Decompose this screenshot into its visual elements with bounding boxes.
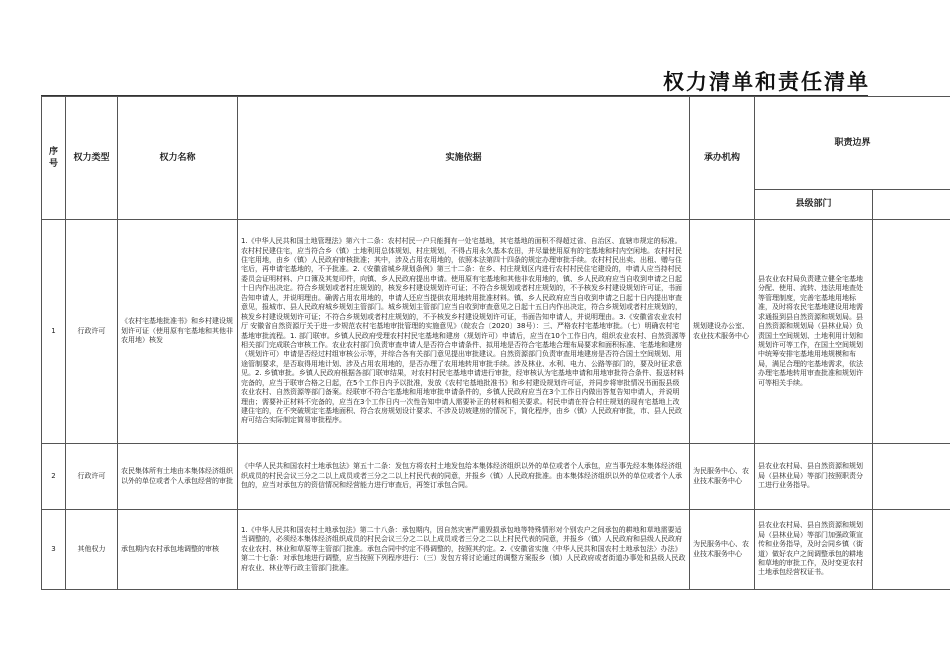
row-agency: 规划建设办公室、农业技术服务中心	[690, 220, 755, 444]
header-agency: 承办机构	[690, 97, 755, 220]
row-extra	[873, 220, 950, 444]
power-list-table	[41, 96, 950, 590]
row-agency: 为民服务中心、农业技术服务中心	[690, 510, 755, 590]
header-seq: 序号	[42, 97, 66, 220]
row-extra	[873, 444, 950, 510]
table-row	[42, 220, 950, 444]
table-row	[42, 510, 950, 590]
row-responsibility: 县农业农村局、县自然资源和规划局（县林业局）等部门按照职责分工进行业务指导。	[755, 444, 873, 510]
header-row	[42, 97, 950, 190]
header-boundary: 职责边界	[755, 97, 950, 190]
table-row	[42, 444, 950, 510]
row-type: 行政许可	[66, 444, 118, 510]
row-name: 农民集体所有土地由本集体经济组织以外的单位或者个人承包经营的审批	[118, 444, 238, 510]
row-name: 承包期内农村承包地调整的审核	[118, 510, 238, 590]
row-basis: 1.《中华人民共和国农村土地承包法》第二十八条：承包期内，因自然灾害严重毁损承包地等特殊情形对个别农户之间承包的耕地和草地需要适当调整的，必须经本集体经济组织成员的村民会议三分之二以上成员或者三分之二以上村民代表的同意，并报乡（镇）人民政府和县级人民政府农业农村、林业和草原等主管部门批准。承包合同中约定不得调整的，按照其约定。2.《安徽省实施〈中华人民共和国农村土地承包法〉办法》第二十七条：对承包地进行调整，应当按照下列程序进行：（三）发包方将讨论通过的调整方案报乡（镇）人民政府或者街道办事处和县级人民政府农业、林业等行政主管部门批准。	[238, 510, 690, 590]
row-type: 行政许可	[66, 220, 118, 444]
row-responsibility: 县农业农村局、县自然资源和规划局（县林业局）等部门加强政策宣传和业务指导，及时会同乡镇（街道）做好农户之间调整承包的耕地和草地的审批工作，及时变更农村土地承包经营权证书。	[755, 510, 873, 590]
row-extra	[873, 510, 950, 590]
row-type: 其他权力	[66, 510, 118, 590]
page-title: 权力清单和责任清单	[663, 70, 870, 94]
row-responsibility: 县农业农村局负责建立健全宅基地分配、使用、流转、违法用地查处等管理制度，完善宅基地用地标准，及时将农民宅基地建设用地需求通报到县自然资源和规划局。县自然资源和规划局（县林业局）负责国土空间规划、土地利用计划和规划许可等工作，在国土空间规划中统筹安排宅基地用地规模和布局，满足合理的宅基地需求，依法办理宅基地转用审查批准和规划许可等相关手续。	[755, 220, 873, 444]
row-agency: 为民服务中心、农业技术服务中心	[690, 444, 755, 510]
header-county-dept: 县级部门	[755, 190, 873, 220]
row-basis: 《中华人民共和国农村土地承包法》第五十二条：发包方将农村土地发包给本集体经济组织以外的单位或者个人承包，应当事先经本集体经济组织成员的村民会议三分之二以上成员或者三分之二以上村民代表的同意，并报乡（镇）人民政府批准。由本集体经济组织以外的单位或者个人承包的，应当对承包方的资信情况和经营能力进行审查后，再签订承包合同。	[238, 444, 690, 510]
header-name: 权力名称	[118, 97, 238, 220]
row-seq: 1	[42, 220, 66, 444]
header-empty	[873, 190, 950, 220]
row-seq: 3	[42, 510, 66, 590]
row-name: 《农村宅基地批准书》和乡村建设规划许可证（使用原有宅基地和其他非农用地）核发	[118, 220, 238, 444]
header-type: 权力类型	[66, 97, 118, 220]
header-basis: 实施依据	[238, 97, 690, 220]
row-seq: 2	[42, 444, 66, 510]
row-basis: 1.《中华人民共和国土地管理法》第六十二条：农村村民一户只能拥有一处宅基地，其宅基地的面积不得超过省、自治区、直辖市规定的标准。农村村民建住宅，应当符合乡（镇）土地利用总体规划、村庄规划，不得占用永久基本农田，并尽量使用原有的宅基地和村内空闲地。农村村民住宅用地，由乡（镇）人民政府审核批准；其中，涉及占用农用地的，依照本法第四十四条的规定办理审批手续。农村村民出卖、出租、赠与住宅后，再申请宅基地的，不予批准。2.《安徽省城乡规划条例》第三十二条：在乡、村庄规划区内进行农村村民住宅建设的，申请人应当持村民委员会证明材料、户口簿及其复印件，向镇、乡人民政府提出申请。使用原有宅基地和其他非农用地的，镇、乡人民政府应当自收到申请之日起十日内作出决定。符合乡规划或者村庄规划的，核发乡村建设规划许可证；不符合乡规划或者村庄规划的，不予核发乡村建设规划许可证，书面告知申请人，并说明理由。确需占用农用地的，申请人还应当提供农用地转用批准材料。镇、乡人民政府应当自收到申请之日起十日内提出审查意见，报城市、县人民政府城乡规划主管部门。城乡规划主管部门应当自收到审查意见之日起十五日内作出决定，符合乡规划或者村庄规划的，核发乡村建设规划许可证；不符合乡规划或者村庄规划的，不予核发乡村建设规划许可证，书面告知申请人，并说明理由。3.《安徽省农业农村厅 安徽省自然资源厅关于进一步规范农村宅基地审批管理的实施意见》（皖农合〔2020〕38号）：三、严格农村宅基地审批。（七）明确农村宅基地审批流程。1. 部门联审。乡镇人民政府受理农村村民宅基地和建房（规划许可）申请后，应当在10个工作日内，组织农业农村、自然资源等相关部门完成联合审核工作。农业农村部门负责审查申请人是否符合申请条件、拟用地是否符合宅基地合理布局要求和面积标准、宅基地和建房（规划许可）申请是否经过村组审核公示等，并综合各有关部门意见提出审批建议。自然资源部门负责审查用地建房是否符合国土空间规划、用途管制要求，是否取得用地计划、涉及占用农用地的，是否办理了农用地转用审批手续。涉及林业、水利、电力、公路等部门的，要及时征求意见。2. 乡镇审批。乡镇人民政府根据各部门联审结果，对农村村民宅基地申请进行审批，经审核认为宅基地申请和用地审批符合条件、报送材料完备的，应当于联审合格之日起，在5个工作日内予以批准，发放《农村宅基地批准书》和乡村建设规划许可证，并同步将审批情况书面报县级农业农村、自然资源等部门备案。经联审不符合宅基地和用地审批申请条件的，乡镇人民政府应当在3个工作日内做出答复告知申请人，并说明理由；需要补正材料不完备的，应当在3个工作日内一次性告知申请人需要补正的材料和相关要求。村民申请在符合村庄规划的现有宅基地上改建住宅的，在不突破规定宅基地面积、符合农房规划设计要求、不涉及切坡建房的情况下，简化程序，由乡（镇）人民政府审批，市、县人民政府可结合实际制定简易审批程序。	[238, 220, 690, 444]
